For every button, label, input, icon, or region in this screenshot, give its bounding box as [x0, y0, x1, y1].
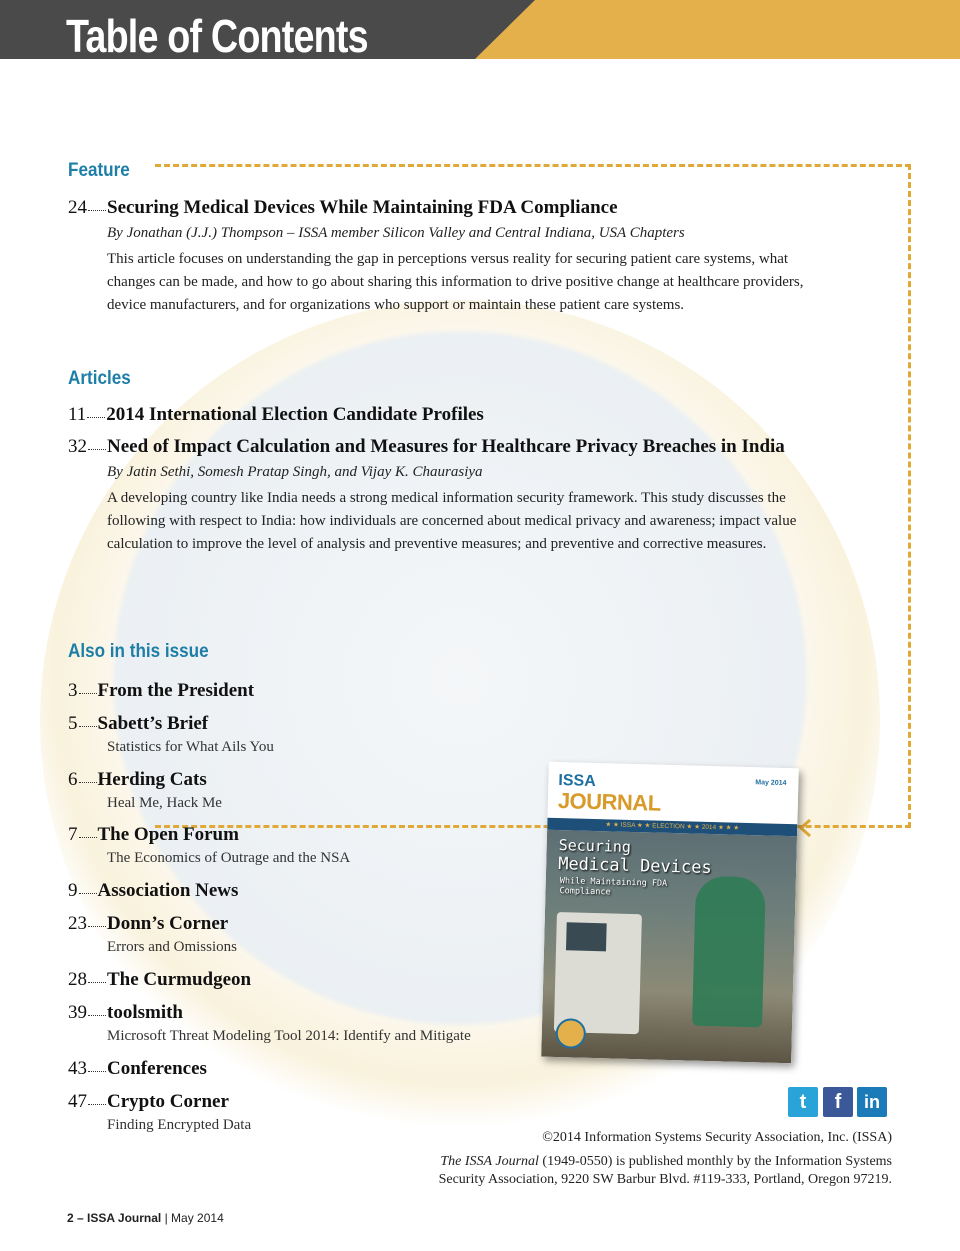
article-description: A developing country like India needs a strong medical information security framework. This study discusses the following with respect to India: how individuals are concerned about medical privacy and awareness; impact value calculation to improve the level of analysis and preventive measures; and preventive and corrective measures. [107, 490, 797, 552]
entry-subtitle: Microsoft Threat Modeling Tool 2014: Identify and Mitigate [107, 1028, 471, 1044]
leader-dots [79, 726, 97, 727]
facebook-icon[interactable]: f [823, 1087, 853, 1117]
section-heading-articles: Articles [68, 368, 131, 389]
cover-logo-issa: ISSA [558, 772, 596, 791]
entry-title: toolsmith [107, 1002, 183, 1023]
page-number: 3 [68, 680, 78, 701]
leader-dots [79, 693, 97, 694]
toc-entry-department[interactable] [68, 824, 239, 846]
cover-date: May 2014 [755, 779, 787, 788]
entry-subtitle: The Economics of Outrage and the NSA [107, 850, 351, 866]
cover-headline-2: Medical Devices [557, 854, 712, 879]
page-number: 39 [68, 1002, 87, 1023]
entry-title: Sabett’s Brief [97, 713, 209, 734]
page-number: 11 [68, 404, 87, 425]
leader-dots [88, 982, 106, 983]
entry-subtitle: Finding Encrypted Data [107, 1117, 252, 1133]
page-number: 9 [68, 880, 78, 901]
toc-entry-department[interactable] [68, 1002, 183, 1024]
publication-info-text: (1949-0550) is published monthly by the Information Systems [538, 1154, 892, 1169]
leader-dots [88, 1015, 106, 1016]
entry-title: The Curmudgeon [107, 969, 252, 990]
cover-headline-1: Securing [558, 836, 632, 856]
entry-title: Securing Medical Devices While Maintaining FDA Compliance [107, 197, 618, 218]
cover-headline-4: Compliance [559, 886, 611, 898]
footer-date: | May 2014 [161, 1211, 224, 1225]
toc-entry-department[interactable] [68, 880, 238, 902]
page-number: 7 [68, 824, 78, 845]
leader-dots [87, 417, 105, 418]
entry-title: Need of Impact Calculation and Measures for Healthcare Privacy Breaches in India [107, 436, 785, 457]
page-number: 23 [68, 913, 87, 934]
leader-dots [88, 926, 106, 927]
leader-dots [79, 782, 97, 783]
entry-title: Herding Cats [97, 769, 207, 790]
page-number: 47 [68, 1091, 87, 1112]
entry-subtitle: Heal Me, Hack Me [107, 795, 222, 811]
page-footer [67, 1211, 224, 1225]
leader-dots [79, 837, 97, 838]
page-number: 43 [68, 1058, 87, 1079]
cover-device-screen [566, 922, 607, 951]
toc-entry-feature[interactable] [68, 197, 618, 219]
article-author: By Jatin Sethi, Somesh Pratap Singh, and Vijay K. Chaurasiya [107, 464, 483, 480]
page-number: 24 [68, 197, 87, 218]
cover-logo-journal: JOURNAL [557, 788, 662, 816]
entry-title: Association News [97, 880, 239, 901]
leader-dots [88, 449, 106, 450]
entry-subtitle: Errors and Omissions [107, 939, 237, 955]
toc-entry-article[interactable] [68, 436, 785, 458]
cover-headline-3: While Maintaining FDA [559, 876, 668, 889]
toc-entry-department[interactable] [68, 769, 207, 791]
toc-entry-department[interactable] [68, 1058, 207, 1080]
page-number: 32 [68, 436, 87, 457]
journal-name: The ISSA Journal [440, 1154, 539, 1169]
twitter-icon[interactable]: t [788, 1087, 818, 1117]
page-number: 28 [68, 969, 87, 990]
cover-surgeon-figure [692, 876, 766, 1028]
publication-address: Security Association, 9220 SW Barbur Blvd. #119-333, Portland, Oregon 97219. [438, 1172, 892, 1187]
entry-title: From the President [97, 680, 255, 701]
toc-entry-department[interactable] [68, 969, 251, 991]
feature-description: This article focuses on understanding the gap in perceptions versus reality for securing patient care systems, what changes can be made, and how to go about sharing this information to drive positive change at healthcare providers, device manufacturers, and for organizations who support or maintain these patient care systems. [107, 251, 804, 313]
leader-dots [88, 210, 106, 211]
leader-dots [88, 1071, 106, 1072]
page-title: Table of Contents [66, 10, 368, 62]
section-heading-also: Also in this issue [68, 641, 209, 662]
toc-entry-department[interactable] [68, 1091, 229, 1113]
publication-info [440, 1154, 892, 1170]
entry-title: 2014 International Election Candidate Profiles [106, 404, 484, 425]
leader-dots [88, 1104, 106, 1105]
page-number: 5 [68, 713, 78, 734]
entry-title: Conferences [107, 1058, 207, 1079]
toc-entry-article[interactable] [68, 404, 484, 426]
magazine-cover[interactable] [541, 762, 799, 1063]
toc-entry-department[interactable] [68, 680, 254, 702]
page-number: 6 [68, 769, 78, 790]
toc-entry-department[interactable] [68, 913, 228, 935]
entry-title: Donn’s Corner [107, 913, 229, 934]
toc-entry-department[interactable] [68, 713, 208, 735]
arrow-left-icon [796, 817, 816, 839]
copyright-line: ©2014 Information Systems Security Association, Inc. (ISSA) [542, 1130, 892, 1145]
leader-dots [79, 893, 97, 894]
entry-subtitle: Statistics for What Ails You [107, 739, 274, 755]
section-heading-feature: Feature [68, 160, 130, 181]
entry-title: The Open Forum [97, 824, 239, 845]
cover-election-banner: ★ ★ ISSA ★ ★ ELECTION ★ ★ 2014 ★ ★ ★ [547, 818, 797, 837]
footer-page-label: 2 – ISSA Journal [67, 1211, 162, 1225]
linkedin-icon[interactable]: in [857, 1087, 887, 1117]
feature-author: By Jonathan (J.J.) Thompson – ISSA member Silicon Valley and Central Indiana, USA Chapters [107, 225, 685, 241]
entry-title: Crypto Corner [107, 1091, 229, 1112]
